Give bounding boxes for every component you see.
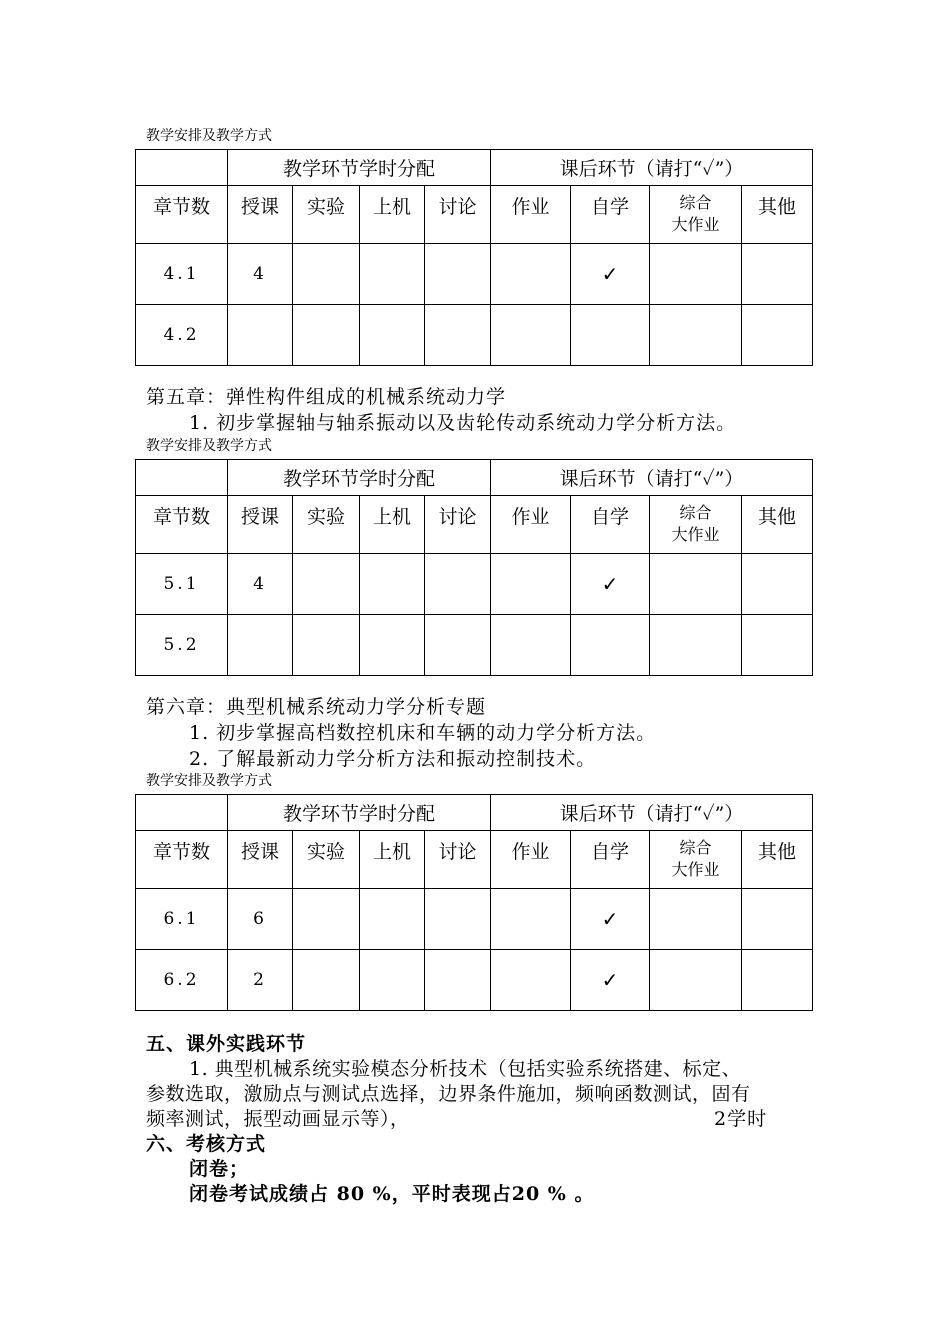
section5-heading: 五、课外实践环节 [146,1033,307,1055]
col-header-selfstudy: 自学 [571,496,650,554]
chapter-cell: 4.2 [136,305,228,366]
col-header-project: 综合 大作业 [650,186,742,244]
col-header-lecture: 授课 [228,496,293,554]
col-header-discussion: 讨论 [425,831,491,889]
chapter-cell: 6.1 [136,889,228,950]
col-header-experiment: 实验 [293,831,360,889]
section6-line-2: 闭卷考试成绩占 80 %，平时表现占20 % 。 [189,1183,595,1205]
table-caption: 教学安排及教学方式 [146,438,272,454]
chapter5-title: 第五章：弹性构件组成的机械系统动力学 [146,386,507,408]
schedule-table-6 [135,794,813,1011]
col-header-discussion: 讨论 [425,186,491,244]
chapter6-item-2: 2. 了解最新动力学分析方法和振动控制技术。 [189,748,597,770]
selfstudy-check: ✓ [571,889,650,950]
lecture-cell [228,305,293,366]
col-header-homework: 作业 [491,831,571,889]
table-row [136,950,813,1011]
col-header-lecture: 授课 [228,831,293,889]
blank-header-cell [136,150,228,186]
table-row [136,615,813,676]
group-header-hours: 教学环节学时分配 [228,795,491,831]
col-header-experiment: 实验 [293,186,360,244]
chapter-cell: 4.1 [136,244,228,305]
col-header-computer: 上机 [360,186,425,244]
selfstudy-check [571,305,650,366]
col-header-homework: 作业 [491,496,571,554]
table-row [136,889,813,950]
col-header-computer: 上机 [360,496,425,554]
group-header-after-class: 课后环节（请打“✓”） [491,795,813,831]
col-header-homework: 作业 [491,186,571,244]
col-header-other: 其他 [742,831,813,889]
schedule-table-4 [135,149,813,366]
col-header-experiment: 实验 [293,496,360,554]
section6-line-1: 闭卷； [189,1158,250,1180]
chapter-cell: 6.2 [136,950,228,1011]
section5-hours: 2学时 [714,1108,768,1130]
blank-header-cell [136,795,228,831]
group-header-hours: 教学环节学时分配 [228,150,491,186]
table-caption: 教学安排及教学方式 [146,773,272,789]
col-header-project: 综合 大作业 [650,831,742,889]
col-header-chapter: 章节数 [136,831,228,889]
table-caption: 教学安排及教学方式 [146,128,272,144]
col-header-computer: 上机 [360,831,425,889]
selfstudy-check: ✓ [571,554,650,615]
group-header-after-class: 课后环节（请打“✓”） [491,460,813,496]
col-header-selfstudy: 自学 [571,831,650,889]
col-header-other: 其他 [742,496,813,554]
selfstudy-check: ✓ [571,950,650,1011]
selfstudy-check: ✓ [571,244,650,305]
group-header-after-class: 课后环节（请打“✓”） [491,150,813,186]
col-header-project: 综合 大作业 [650,496,742,554]
section5-line-2: 参数选取，激励点与测试点选择，边界条件施加，频响函数测试，固有 [146,1083,751,1105]
section5-line-3: 频率测试，振型动画显示等）， [146,1108,410,1130]
lecture-cell [228,615,293,676]
lecture-cell: 4 [228,554,293,615]
chapter-cell: 5.2 [136,615,228,676]
lecture-cell: 2 [228,950,293,1011]
schedule-table-5 [135,459,813,676]
chapter6-item-1: 1. 初步掌握高档数控机床和车辆的动力学分析方法。 [189,722,657,744]
chapter5-item-1: 1. 初步掌握轴与轴系振动以及齿轮传动系统动力学分析方法。 [189,412,737,434]
col-header-chapter: 章节数 [136,496,228,554]
lecture-cell: 6 [228,889,293,950]
group-header-hours: 教学环节学时分配 [228,460,491,496]
chapter-cell: 5.1 [136,554,228,615]
section6-heading: 六、考核方式 [146,1133,267,1155]
table-row [136,305,813,366]
col-header-chapter: 章节数 [136,186,228,244]
table-row [136,244,813,305]
col-header-other: 其他 [742,186,813,244]
lecture-cell: 4 [228,244,293,305]
col-header-selfstudy: 自学 [571,186,650,244]
selfstudy-check [571,615,650,676]
chapter6-title: 第六章：典型机械系统动力学分析专题 [146,696,487,718]
blank-header-cell [136,460,228,496]
col-header-lecture: 授课 [228,186,293,244]
table-row [136,554,813,615]
section5-line-1: 1. 典型机械系统实验模态分析技术（包括实验系统搭建、标定、 [189,1058,742,1080]
col-header-discussion: 讨论 [425,496,491,554]
